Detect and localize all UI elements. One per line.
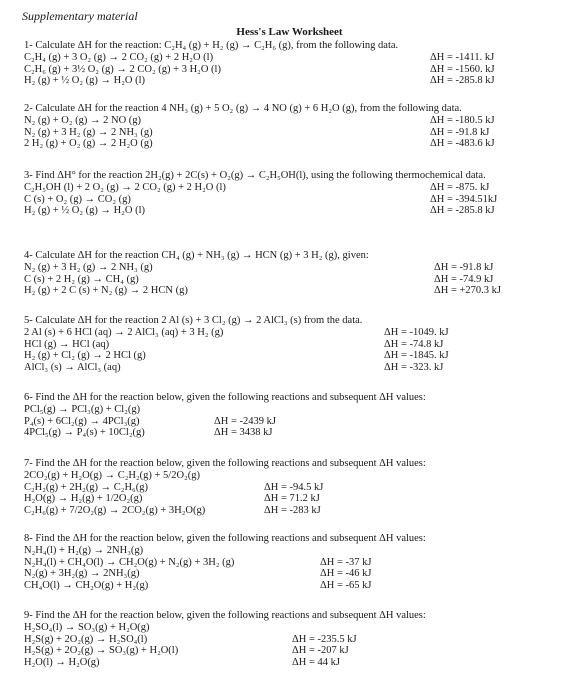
target-reaction: [24, 470, 564, 482]
reaction-equation: C₂H₆ (g) + 3½ O₂ (g) → 2 CO₂ (g) + 3 H₂O (l): [24, 63, 221, 75]
delta-h-value: ΔH = -394.51kJ: [430, 193, 498, 205]
reaction-equation: N₂H₄(l) + H₂(g) → 2NH₃(g): [24, 544, 144, 556]
data-row: [24, 416, 564, 428]
data-row: [24, 427, 564, 439]
reaction-equation: H₂O(l) → H₂O(g): [24, 657, 100, 669]
question-5: [24, 315, 564, 374]
delta-h-value: ΔH = 71.2 kJ: [264, 493, 320, 505]
data-row: [24, 580, 564, 592]
question-prompt: 7- Find the ΔH for the reaction below, given the following reactions and subsequent ΔH values:: [24, 458, 426, 469]
data-row: [24, 339, 564, 351]
delta-h-value: ΔH = -235.5 kJ: [292, 633, 357, 645]
reaction-equation: C₂H₄ (g) + 3 O₂ (g) → 2 CO₂ (g) + 2 H₂O (l): [24, 51, 214, 63]
question-4: [24, 250, 564, 297]
data-row: [24, 75, 564, 87]
delta-h-value: ΔH = -46 kJ: [320, 568, 372, 580]
delta-h-value: ΔH = -875. kJ: [430, 181, 490, 193]
question-3: [24, 170, 564, 217]
data-row: [24, 64, 564, 76]
question-prompt: 8- Find the ΔH for the reaction below, given the following reactions and subsequent ΔH values:: [24, 533, 426, 544]
delta-h-value: ΔH = -91.8 kJ: [430, 126, 490, 138]
question-prompt: 9- Find the ΔH for the reaction below, given the following reactions and subsequent ΔH values:: [24, 610, 426, 621]
reaction-equation: C (s) + O₂ (g) → CO₂ (g): [24, 193, 131, 205]
data-row: [24, 657, 564, 669]
question-prompt: 2- Calculate ΔH for the reaction 4 NH₃ (g) + 5 O₂ (g) → 4 NO (g) + 6 H₂O (g), from the following data.: [24, 103, 462, 114]
reaction-equation: H₂ (g) + 2 C (s) + N₂ (g) → 2 HCN (g): [24, 285, 188, 297]
reaction-equation: N₂ (g) + 3 H₂ (g) → 2 NH₃ (g): [24, 126, 153, 138]
reaction-equation: CH₄O(l) → CH₂O(g) + H₂(g): [24, 580, 149, 592]
reaction-equation: C₂H₂(g) + 2H₂(g) → C₂H₆(g): [24, 481, 148, 493]
data-row: [24, 568, 564, 580]
question-prompt: 6- Find the ΔH for the reaction below, given the following reactions and subsequent ΔH values:: [24, 392, 426, 403]
reaction-equation: H₂ (g) + ½ O₂ (g) → H₂O (l): [24, 75, 146, 87]
question-6: [24, 392, 564, 439]
delta-h-value: ΔH = -207 kJ: [292, 645, 349, 657]
data-row: [24, 52, 564, 64]
reaction-equation: N₂(g) + 3H₂(g) → 2NH₃(g): [24, 568, 140, 580]
data-row: [24, 350, 564, 362]
question-1: [24, 40, 564, 87]
reaction-equation: H₂S(g) + 2O₂(g) → H₂SO₄(l): [24, 633, 148, 645]
delta-h-value: ΔH = -180.5 kJ: [430, 114, 495, 126]
delta-h-value: ΔH = -285.8 kJ: [430, 205, 495, 217]
delta-h-value: ΔH = -74.9 kJ: [434, 273, 494, 285]
data-row: [24, 127, 564, 139]
delta-h-value: ΔH = -2439 kJ: [214, 415, 276, 427]
reaction-equation: N₂H₄(l) + CH₄O(l) → CH₂O(g) + N₂(g) + 3H₂ (g): [24, 556, 235, 568]
delta-h-value: ΔH = -37 kJ: [320, 556, 372, 568]
reaction-equation: N₂ (g) + 3 H₂ (g) → 2 NH₃ (g): [24, 261, 153, 273]
question-9: [24, 610, 564, 669]
reaction-equation: C₂H₅OH (l) + 2 O₂ (g) → 2 CO₂ (g) + 2 H₂O (l): [24, 181, 226, 193]
delta-h-value: ΔH = -65 kJ: [320, 580, 372, 592]
reaction-equation: 2CO₂(g) + H₂O(g) → C₂H₂(g) + 5/2O₂(g): [24, 469, 200, 481]
reaction-equation: P₄(s) + 6Cl₂(g) → 4PCl₃(g): [24, 415, 140, 427]
reaction-equation: 2 Al (s) + 6 HCl (aq) → 2 AlCl₃ (aq) + 3 H₂ (g): [24, 326, 224, 338]
delta-h-value: ΔH = +270.3 kJ: [434, 285, 502, 297]
reaction-equation: 2 H₂ (g) + O₂ (g) → 2 H₂O (g): [24, 138, 153, 150]
reaction-equation: H₂O(g) → H₂(g) + 1/2O₂(g): [24, 493, 143, 505]
delta-h-value: ΔH = -285.8 kJ: [430, 75, 495, 87]
reaction-equation: C (s) + 2 H₂ (g) → CH₄ (g): [24, 273, 139, 285]
reaction-equation: C₂H₆(g) + 7/2O₂(g) → 2CO₂(g) + 3H₂O(g): [24, 505, 206, 517]
question-prompt: 3- Find ΔH° for the reaction 2H₂(g) + 2C(s) + O₂(g) → C₂H₅OH(l), using the following thermochemical data.: [24, 170, 486, 181]
question-7: [24, 458, 564, 517]
data-row: [24, 138, 564, 150]
data-row: [24, 362, 564, 374]
question-prompt: 4- Calculate ΔH for the reaction CH₄ (g) + NH₃ (g) → HCN (g) + 3 H₂ (g), given:: [24, 250, 369, 261]
delta-h-value: ΔH = 3438 kJ: [214, 427, 273, 439]
question-8: [24, 533, 564, 592]
data-row: [24, 194, 564, 206]
delta-h-value: ΔH = -74.8 kJ: [384, 338, 444, 350]
data-row: [24, 505, 564, 517]
delta-h-value: ΔH = -94.5 kJ: [264, 481, 324, 493]
worksheet-title: Hess's Law Worksheet: [236, 26, 343, 38]
data-row: [24, 262, 564, 274]
data-row: [24, 482, 564, 494]
delta-h-value: ΔH = 44 kJ: [292, 657, 340, 669]
data-row: [24, 327, 564, 339]
delta-h-value: ΔH = -323. kJ: [384, 362, 444, 374]
question-2: [24, 103, 564, 150]
data-row: [24, 634, 564, 646]
reaction-equation: AlCl₃ (s) → AlCl₃ (aq): [24, 362, 121, 374]
reaction-equation: H₂S(g) + 2O₂(g) → SO₃(g) + H₂O(l): [24, 645, 179, 657]
delta-h-value: ΔH = -1845. kJ: [384, 350, 449, 362]
data-row: [24, 645, 564, 657]
supplementary-header: Supplementary material: [22, 9, 138, 23]
data-row: [24, 285, 564, 297]
reaction-equation: H₂ (g) + ½ O₂ (g) → H₂O (l): [24, 205, 146, 217]
target-reaction: [24, 545, 564, 557]
data-row: [24, 274, 564, 286]
data-row: [24, 557, 564, 569]
delta-h-value: ΔH = -483.6 kJ: [430, 138, 495, 150]
delta-h-value: ΔH = -1049. kJ: [384, 326, 449, 338]
data-row: [24, 115, 564, 127]
question-prompt: 5- Calculate ΔH for the reaction 2 Al (s) + 3 Cl₂ (g) → 2 AlCl₃ (s) from the data.: [24, 315, 363, 326]
reaction-equation: HCl (g) → HCl (aq): [24, 338, 110, 350]
delta-h-value: ΔH = -91.8 kJ: [434, 261, 494, 273]
reaction-equation: H₂ (g) + Cl₂ (g) → 2 HCl (g): [24, 350, 146, 362]
target-reaction: [24, 622, 564, 634]
question-prompt: 1- Calculate ΔH for the reaction: C₂H₄ (g) + H₂ (g) → C₂H₆ (g), from the following data.: [24, 40, 399, 51]
reaction-equation: PCl₅(g) → PCl₃(g) + Cl₂(g): [24, 403, 141, 415]
data-row: [24, 493, 564, 505]
data-row: [24, 182, 564, 194]
delta-h-value: ΔH = -1560. kJ: [430, 63, 495, 75]
data-row: [24, 205, 564, 217]
delta-h-value: ΔH = -1411. kJ: [430, 51, 495, 63]
target-reaction: [24, 404, 564, 416]
reaction-equation: H₂SO₄(l) → SO₃(g) + H₂O(g): [24, 621, 150, 633]
delta-h-value: ΔH = -283 kJ: [264, 505, 321, 517]
reaction-equation: 4PCl₅(g) → P₄(s) + 10Cl₂(g): [24, 427, 145, 439]
reaction-equation: N₂ (g) + O₂ (g) → 2 NO (g): [24, 114, 142, 126]
